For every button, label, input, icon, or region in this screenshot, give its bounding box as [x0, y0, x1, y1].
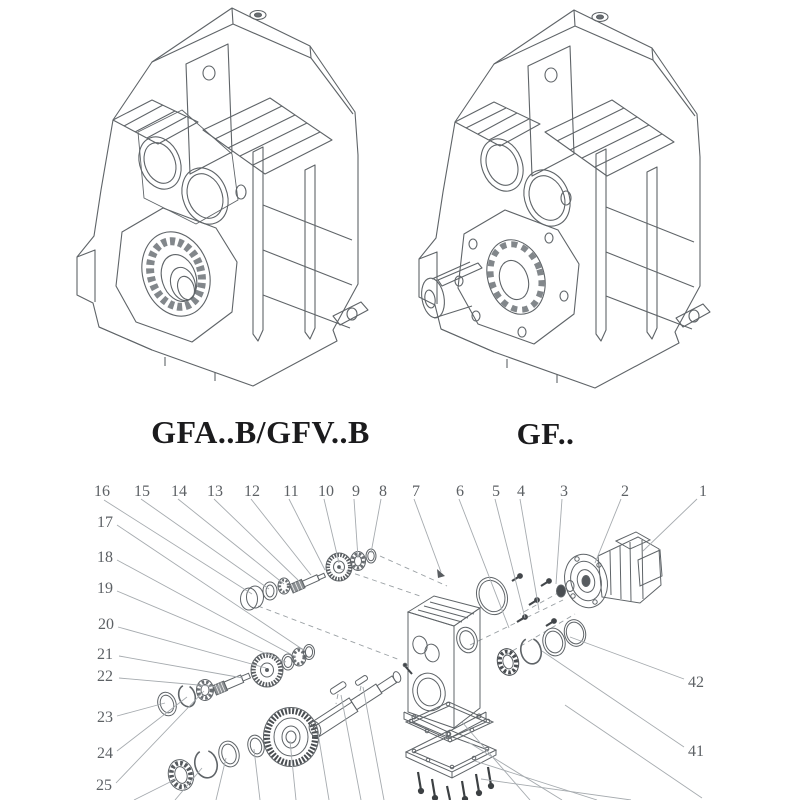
callout-19: 19	[97, 580, 113, 597]
left-model-title: GFA..B/GFV..B	[151, 414, 370, 450]
callout-5: 5	[492, 483, 500, 500]
callout-16: 16	[94, 483, 110, 500]
motor	[557, 532, 663, 613]
output-shaft-assembly	[165, 663, 412, 793]
gear-housing	[404, 573, 513, 739]
callout-15: 15	[134, 483, 150, 500]
callout-11: 11	[283, 483, 299, 500]
callout-21: 21	[97, 646, 113, 663]
callout-8: 8	[379, 483, 387, 500]
callout-3: 3	[560, 483, 568, 500]
cover-bolts	[418, 767, 493, 800]
callout-41: 41	[688, 743, 704, 760]
left-reducer-figure	[77, 8, 368, 386]
callout-1: 1	[699, 483, 707, 500]
callout-42: 42	[688, 674, 704, 691]
callout-24: 24	[97, 745, 113, 762]
callout-20: 20	[98, 616, 114, 633]
callout-23: 23	[97, 709, 113, 726]
exploded-view-figure	[155, 532, 662, 800]
callout-4: 4	[517, 483, 525, 500]
assembly-axis-dashed-lines	[258, 556, 575, 704]
right-reducer-figure	[419, 10, 710, 388]
callout-18: 18	[97, 549, 113, 566]
callout-2: 2	[621, 483, 629, 500]
callout-10: 10	[318, 483, 334, 500]
callout-6: 6	[456, 483, 464, 500]
callout-25: 25	[96, 777, 112, 794]
input-shaft-assembly	[241, 549, 446, 610]
callout-14: 14	[171, 483, 187, 500]
callout-13: 13	[207, 483, 223, 500]
callout-12: 12	[244, 483, 260, 500]
callout-leader-lines	[104, 499, 702, 800]
callout-7: 7	[412, 483, 420, 500]
callout-22: 22	[97, 668, 113, 685]
callout-17: 17	[97, 514, 113, 531]
callout-9: 9	[352, 483, 360, 500]
right-model-title: GF..	[516, 416, 575, 451]
